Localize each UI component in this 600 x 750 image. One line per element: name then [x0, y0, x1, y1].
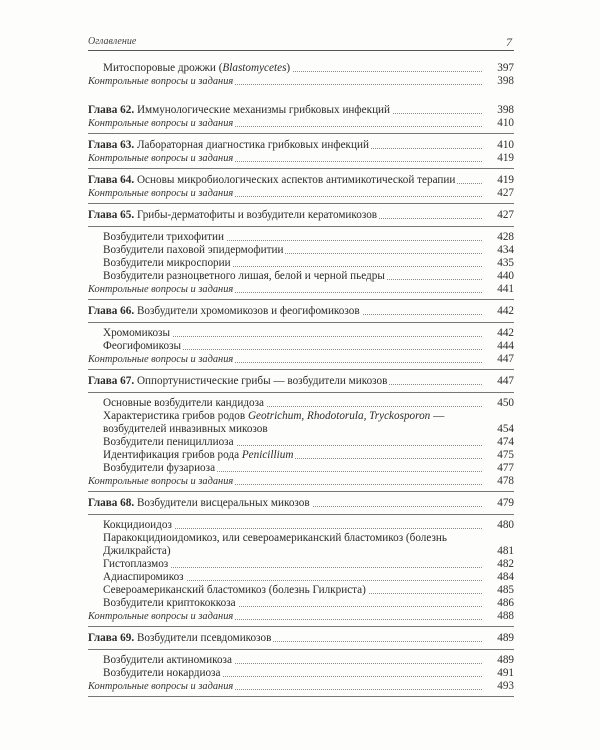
toc-review-questions[interactable]: Контрольные вопросы и задания 488: [88, 610, 514, 622]
divider: [88, 626, 514, 627]
page-ref: 419: [497, 152, 514, 164]
toc-section[interactable]: Хромомикозы 442: [103, 327, 514, 339]
page-ref: 410: [497, 139, 514, 151]
page-ref: 441: [497, 283, 514, 295]
toc-chapter-62[interactable]: Глава 62. Иммунологические механизмы грибковых инфекций 398: [88, 104, 514, 116]
toc-chapter-69[interactable]: Глава 69. Возбудители псевдомикозов 489: [88, 632, 514, 644]
toc-section[interactable]: Возбудители нокардиоза 491: [103, 667, 514, 679]
toc-review-questions[interactable]: Контрольные вопросы и задания 410: [88, 117, 514, 129]
toc-section[interactable]: Возбудители разноцветного лишая, белой и черной пьедры 440: [103, 270, 514, 282]
page-ref: 477: [497, 462, 514, 474]
divider: [88, 696, 514, 697]
toc-chapter-65[interactable]: Глава 65. Грибы-дерматофиты и возбудители кератомикозов 427: [88, 209, 514, 221]
page-ref: 481: [497, 545, 514, 557]
page-ref: 410: [497, 117, 514, 129]
toc-section[interactable]: Феогифомикозы 444: [103, 340, 514, 352]
toc-section[interactable]: Возбудители микроспории 435: [103, 257, 514, 269]
page-ref: 475: [497, 449, 514, 461]
page-ref: 442: [497, 327, 514, 339]
page-ref: 491: [497, 667, 514, 679]
toc-section[interactable]: Адиаспиромикоз 484: [103, 571, 514, 583]
toc-section[interactable]: Возбудители актиномикоза 489: [103, 654, 514, 666]
page-ref: 454: [497, 423, 514, 435]
toc-review-questions[interactable]: Контрольные вопросы и задания 398: [88, 75, 514, 87]
toc-section[interactable]: Характеристика грибов родов Geotrichum, Rhodotorula, Tryckosporon — возбудителей инвазивных микозов 454: [103, 410, 514, 435]
page-ref: 480: [497, 519, 514, 531]
page-ref: 450: [497, 397, 514, 409]
page-ref: 444: [497, 340, 514, 352]
toc-section[interactable]: Североамериканский бластомикоз (болезнь Гилкриста) 485: [103, 584, 514, 596]
toc-chapter-67[interactable]: Глава 67. Оппортунистические грибы — возбудители микозов 447: [88, 375, 514, 387]
page-ref: 482: [497, 558, 514, 570]
toc-review-questions[interactable]: Контрольные вопросы и задания 419: [88, 152, 514, 164]
toc-section[interactable]: Гистоплазмоз 482: [103, 558, 514, 570]
toc-chapter-68[interactable]: Глава 68. Возбудители висцеральных микозов 479: [88, 497, 514, 509]
divider: [88, 322, 514, 323]
page-ref: 397: [497, 62, 514, 74]
page-ref: 440: [497, 270, 514, 282]
header-page-number: 7: [506, 35, 512, 49]
divider: [88, 226, 514, 227]
divider: [88, 491, 514, 492]
page-ref: 398: [497, 104, 514, 116]
toc-section[interactable]: Идентификация грибов рода Penicillium 475: [103, 449, 514, 461]
page-ref: 442: [497, 305, 514, 317]
page-ref: 486: [497, 597, 514, 609]
page-ref: 489: [497, 632, 514, 644]
divider: [88, 133, 514, 134]
page-ref: 493: [497, 680, 514, 692]
toc-section[interactable]: Кокцидиоидоз 480: [103, 519, 514, 531]
toc-section[interactable]: Возбудители пенициллиоза 474: [103, 436, 514, 448]
page-ref: 427: [497, 187, 514, 199]
header-title: Оглавление: [88, 36, 137, 47]
toc-section[interactable]: Возбудители фузариоза 477: [103, 462, 514, 474]
divider: [88, 203, 514, 204]
page-ref: 479: [497, 497, 514, 509]
toc-review-questions[interactable]: Контрольные вопросы и задания 493: [88, 680, 514, 692]
divider: [88, 299, 514, 300]
page-ref: 474: [497, 436, 514, 448]
page-ref: 434: [497, 244, 514, 256]
toc-section[interactable]: Возбудители криптококкоза 486: [103, 597, 514, 609]
toc-section[interactable]: Паракокцидиоидомикоз, или североамериканский бластомикоз (болезнь Джилкрайста) 481: [103, 532, 514, 557]
page-ref: 488: [497, 610, 514, 622]
divider: [88, 392, 514, 393]
toc-review-questions[interactable]: Контрольные вопросы и задания 441: [88, 283, 514, 295]
page-ref: 435: [497, 257, 514, 269]
divider: [88, 649, 514, 650]
page-ref: 447: [497, 353, 514, 365]
toc-review-questions[interactable]: Контрольные вопросы и задания 447: [88, 353, 514, 365]
page-ref: 427: [497, 209, 514, 221]
page-ref: 398: [497, 75, 514, 87]
page-ref: 419: [497, 174, 514, 186]
toc-chapter-66[interactable]: Глава 66. Возбудители хромомикозов и феогифомикозов 442: [88, 305, 514, 317]
page-ref: 489: [497, 654, 514, 666]
page-ref: 428: [497, 231, 514, 243]
toc-review-questions[interactable]: Контрольные вопросы и задания 478: [88, 475, 514, 487]
running-header: [88, 36, 512, 47]
table-of-contents: [88, 62, 514, 702]
toc-review-questions[interactable]: Контрольные вопросы и задания 427: [88, 187, 514, 199]
divider: [88, 369, 514, 370]
header-rule: [88, 50, 514, 51]
toc-chapter-64[interactable]: Глава 64. Основы микробиологических аспектов антимикотической терапии 419: [88, 174, 514, 186]
toc-chapter-63[interactable]: Глава 63. Лабораторная диагностика грибковых инфекций 410: [88, 139, 514, 151]
page-ref: 478: [497, 475, 514, 487]
toc-section[interactable]: Возбудители трихофитии 428: [103, 231, 514, 243]
page-ref: 447: [497, 375, 514, 387]
page-ref: 484: [497, 571, 514, 583]
toc-entry[interactable]: Митоспоровые дрожжи (Blastomycetes) 397: [103, 62, 514, 74]
divider: [88, 514, 514, 515]
divider: [88, 168, 514, 169]
toc-section[interactable]: Основные возбудители кандидоза 450: [103, 397, 514, 409]
page-ref: 485: [497, 584, 514, 596]
toc-section[interactable]: Возбудители паховой эпидермофитии 434: [103, 244, 514, 256]
